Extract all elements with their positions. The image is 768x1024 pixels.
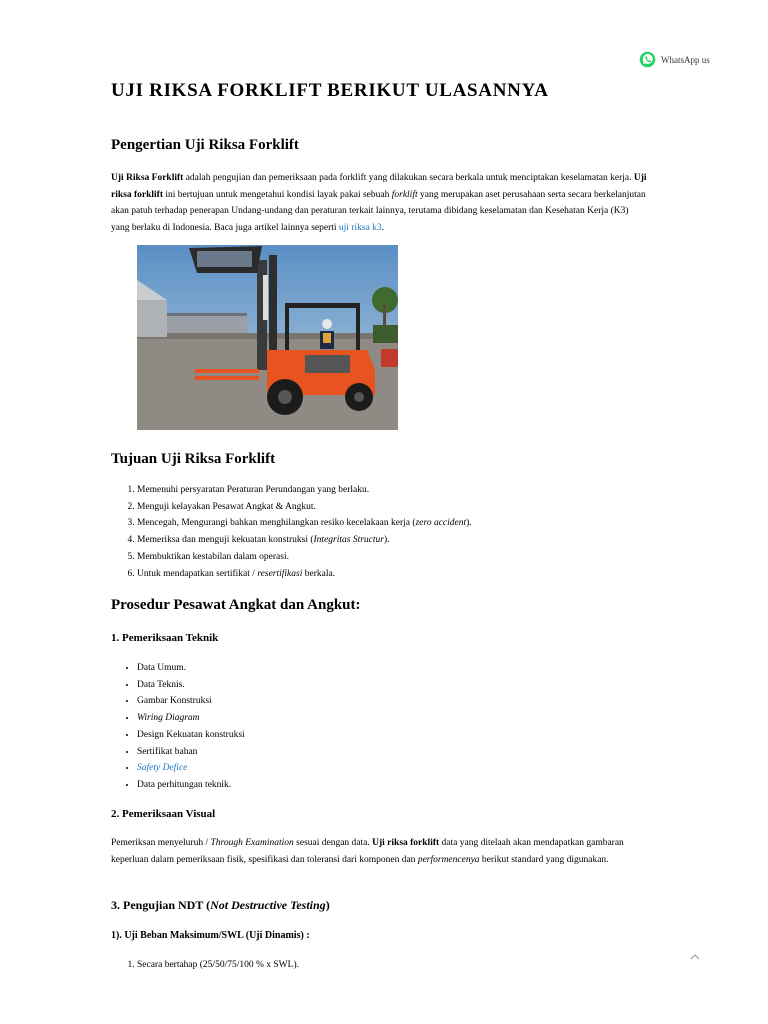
list-item — [137, 499, 472, 516]
italic-text: Safety Defice — [137, 763, 188, 774]
list-item-text: Mencegah, Mengurangi bahkan menghilangkan resiko kecelakaan kerja ( — [137, 518, 416, 529]
italic-text: Through Examination — [210, 838, 294, 848]
list-item-end: ). — [383, 535, 390, 546]
section-heading-prosedur: Prosedur Pesawat Angkat dan Angkut: — [111, 597, 361, 613]
list-item-text: Membuktikan kestabilan dalam operasi. — [137, 551, 289, 562]
chevron-up-icon[interactable] — [686, 948, 704, 966]
section-heading-tujuan: Tujuan Uji Riksa Forklift — [111, 451, 276, 467]
uji-beban-list — [111, 957, 299, 974]
paragraph-text: Pemeriksan menyeluruh / — [111, 838, 211, 848]
list-item — [137, 515, 472, 532]
subheading-uji-beban: 1). Uji Beban Maksimum/SWL (Uji Dinamis) : — [111, 930, 310, 941]
uji-riksa-k3-link[interactable]: uji riksa k3 — [338, 222, 382, 233]
subheading-pengujian-ndt — [111, 898, 330, 913]
visual-paragraph — [111, 835, 649, 868]
italic-text: zero accident — [415, 518, 467, 529]
bold-text: Uji riksa forklift — [111, 173, 647, 200]
italic-text: Not Destructive Testing — [210, 898, 326, 912]
list-item — [137, 549, 472, 566]
list-item — [137, 566, 472, 583]
italic-text: resertifikasi — [257, 568, 303, 579]
safety-defice-link[interactable] — [137, 763, 187, 773]
list-item: • Gambar Konstruksi — [137, 693, 245, 710]
list-item-text: Memeriksa dan menguji kekuatan konstruksi ( — [137, 535, 314, 546]
list-item-end: berkala. — [302, 568, 336, 579]
pengertian-paragraph — [111, 170, 649, 236]
whatsapp-label[interactable]: WhatsApp us — [661, 54, 710, 65]
paragraph-text: berikut standard yang digunakan. — [479, 854, 609, 865]
subheading-pemeriksaan-visual: 2. Pemeriksaan Visual — [111, 808, 216, 820]
heading-text: ) — [325, 898, 330, 912]
list-item-text: Untuk mendapatkan sertifikat / — [137, 568, 258, 579]
list-item: • Design Kekuatan konstruksi — [137, 727, 245, 744]
whatsapp-button[interactable] — [639, 51, 710, 68]
list-item: • Sertifikat bahan — [137, 744, 245, 761]
paragraph-text: ini bertujuan untuk mengetahui kondisi layak pakai sebuah — [162, 189, 392, 200]
list-item — [137, 760, 245, 777]
list-item: 1. Secara bertahap (25/50/75/100 % x SWL). — [137, 957, 299, 974]
italic-text: forklift — [391, 189, 418, 200]
whatsapp-icon — [639, 51, 656, 68]
list-item: • Data Umum. — [137, 660, 245, 677]
heading-text: 3. Pengujian NDT ( — [111, 898, 211, 912]
list-item — [137, 532, 472, 549]
list-item: • Data perhitungan teknik. — [137, 777, 245, 794]
list-item — [137, 482, 472, 499]
italic-text: Wiring Diagram — [137, 713, 200, 724]
list-item-text: Memenuhi persyaratan Peraturan Perundangan yang berlaku. — [137, 485, 370, 495]
italic-text: performencenya — [417, 854, 480, 865]
forklift-photo — [137, 245, 398, 430]
paragraph-text: yang merupakan aset perusahaan serta secara berkelanjutan akan patuh terhadap penerapan Undang-undang dan peraturan terkait lainnya, terutama dibidang keselamatan dan Kesehatan Kerja (K3) yang berlaku di Indonesia. Baca juga artikel lainnya seperti — [111, 189, 646, 233]
subheading-pemeriksaan-teknik: 1. Pemeriksaan Teknik — [111, 632, 219, 644]
list-item-text: Menguji kelayakan Pesawat Angkat & Angkut. — [137, 501, 316, 512]
bold-text: Uji Riksa Forklift — [111, 173, 184, 183]
tujuan-list — [111, 482, 472, 582]
paragraph-text: sesuai dengan data. — [293, 838, 373, 848]
paragraph-text: adalah pengujian dan pemeriksaan pada forklift yang dilakukan secara berkala untuk menciptakan keselamatan kerja. — [183, 173, 634, 183]
italic-text: Integritas Structur — [313, 535, 384, 546]
page-title: UJI RIKSA FORKLIFT BERIKUT ULASANNYA — [111, 80, 549, 101]
paragraph-end: . — [381, 222, 385, 233]
list-item: • Data Teknis. — [137, 677, 245, 694]
list-item — [137, 710, 245, 727]
paragraph-text: data yang ditelaah akan mendapatkan gambaran keperluan dalam pemeriksaan fisik, spesifikasi dan toleransi dari komponen dan — [111, 838, 624, 865]
bold-text: Uji riksa forklift — [372, 838, 440, 848]
section-heading-pengertian: Pengertian Uji Riksa Forklift — [111, 137, 299, 153]
list-item-end: ). — [466, 518, 472, 529]
teknik-list — [111, 660, 245, 794]
